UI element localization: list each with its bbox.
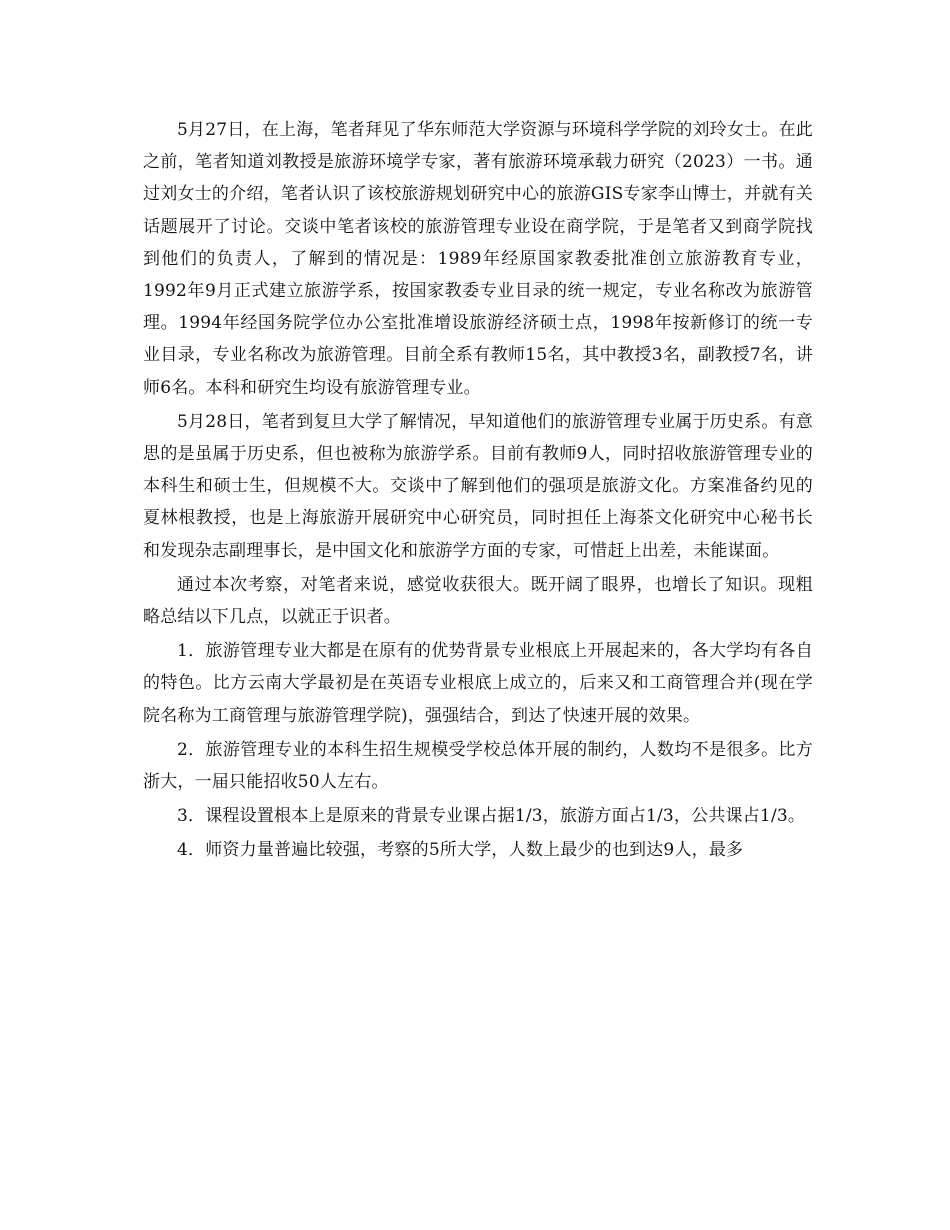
paragraph-point-3: 3．课程设置根本上是原来的背景专业课占据1/3，旅游方面占1/3，公共课占1/3。: [177, 806, 806, 827]
paragraph-point-4: 4．师资力量普遍比较强，考察的5所大学，人数上最少的也到达9人，最多: [177, 840, 744, 861]
paragraph-point-1: 1．旅游管理专业大都是在原有的优势背景专业根底上开展起来的，各大学均有各自的特色。比方云南大学最初是在英语专业根底上成立的，后来又和工商管理合并(现在学院名称为工商管理与旅游管理学院)，强强结合，到达了快速开展的效果。: [143, 641, 813, 726]
paragraph-ecnu-visit: 5月27日，在上海，笔者拜见了华东师范大学资源与环境科学学院的刘玲女士。在此之前，笔者知道刘教授是旅游环境学专家，著有旅游环境承载力研究（2023）一书。通过刘女士的介绍，笔者认识了该校旅游规划研究中心的旅游GIS专家李山博士，并就有关话题展开了讨论。交谈中笔者该校的旅游管理专业设在商学院，于是笔者又到商学院找到他们的负责人，了解到的情况是：1989年经原国家教委批准创立旅游教育专业，1992年9月正式建立旅游学系，按国家教委专业目录的统一规定，专业名称改为旅游管理。1994年经国务院学位办公室批准增设旅游经济硕士点，1998年按新修订的统一专业目录，专业名称改为旅游管理。目前全系有教师15名，其中教授3名，副教授7名，讲师6名。本科和研究生均设有旅游管理专业。: [143, 120, 813, 398]
paragraph-summary-intro: 通过本次考察，对笔者来说，感觉收获很大。既开阔了眼界，也增长了知识。现粗略总结以下几点，以就正于识者。: [143, 574, 813, 628]
paragraph-point-2: 2．旅游管理专业的本科生招生规模受学校总体开展的制约，人数均不是很多。比方浙大，一届只能招收50人左右。: [143, 739, 813, 793]
document-body: [143, 114, 813, 869]
paragraph-fudan-visit: 5月28日，笔者到复旦大学了解情况，早知道他们的旅游管理专业属于历史系。有意思的是虽属于历史系，但也被称为旅游学系。目前有教师9人，同时招收旅游管理专业的本科生和硕士生，但规模不大。交谈中了解到他们的强项是旅游文化。方案准备约见的夏林根教授，也是上海旅游开展研究中心研究员，同时担任上海茶文化研究中心秘书长和发现杂志副理事长，是中国文化和旅游学方面的专家，可惜赶上出差，未能谋面。: [143, 411, 813, 561]
